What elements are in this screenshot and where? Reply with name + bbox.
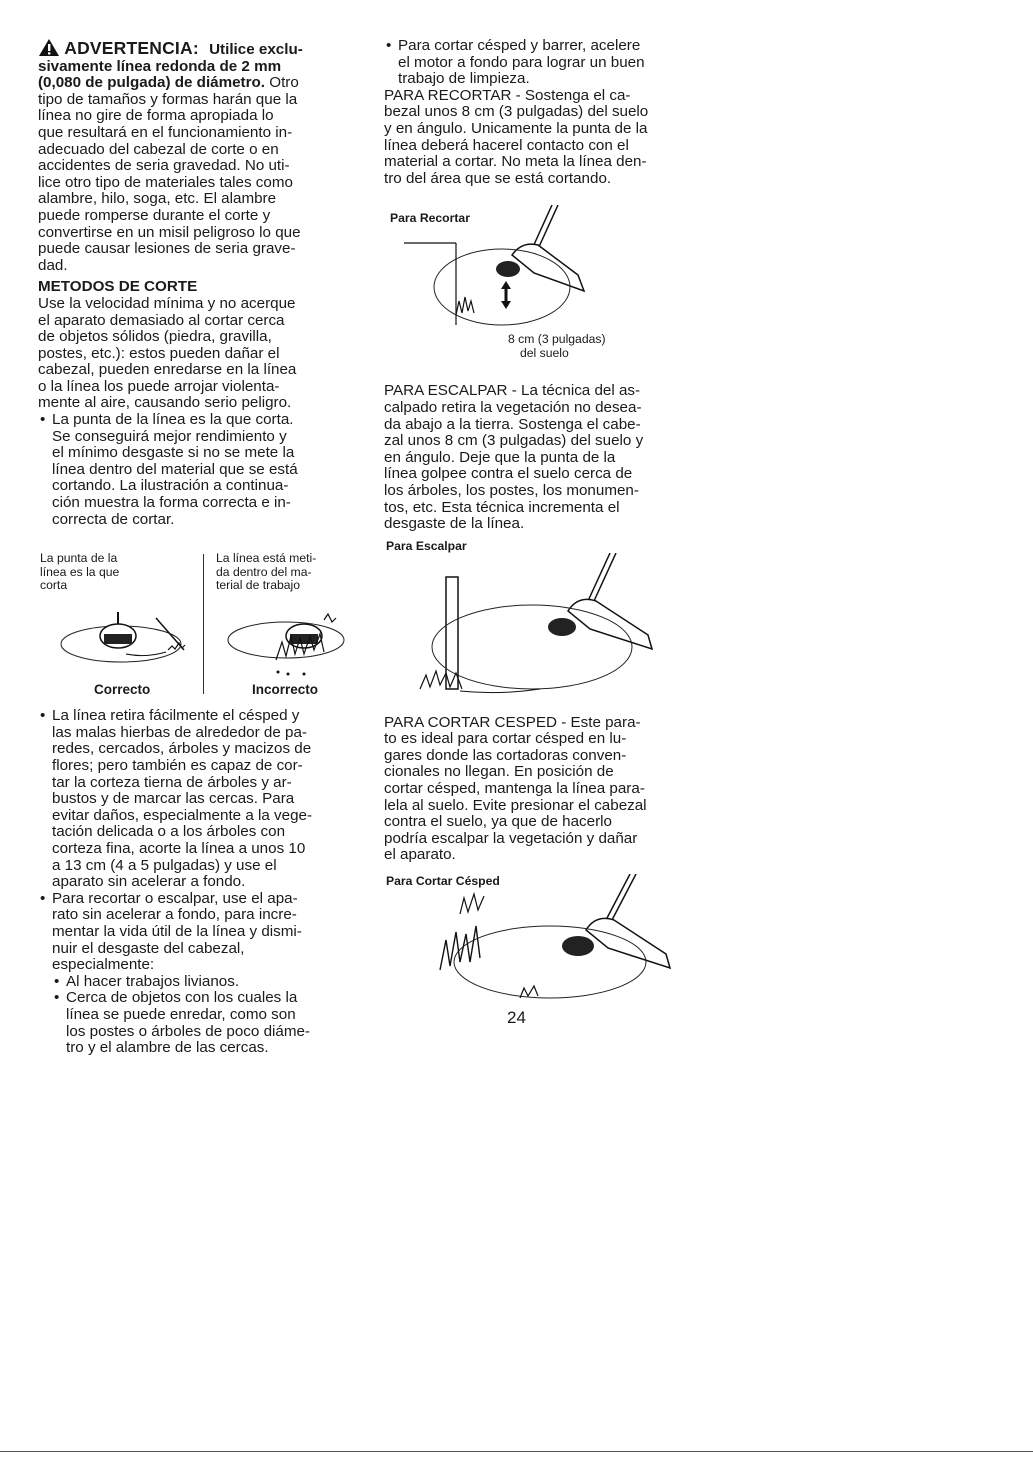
bullet1-line-2: el mínimo desgaste si no se mete la (52, 444, 295, 462)
bullet1-line-6: correcta de cortar. (52, 510, 175, 528)
right-column (384, 38, 684, 1014)
incorrect-label: Incorrecto (252, 682, 319, 698)
warning-line-9: convertirse en un misil peligroso lo que (38, 223, 301, 241)
cesped-fig-title: Para Cortar Césped (386, 874, 500, 889)
warning-line-2: línea no gire de forma apropiada lo (38, 107, 274, 125)
warning-bold-1: sivamente línea redonda de 2 mm (38, 57, 282, 75)
warning-bold-2: (0,080 de pulgada) de diámetro. (38, 74, 266, 92)
bullet1-line-0: La punta de la línea es la que corta. (52, 411, 294, 429)
bullet-trim-scalp: • Para recortar o escalpar, use el apa- rato sin acelerar a fondo, para incre- mentar la vida útil de la línea y dismi- nuir el desgaste del cabezal, especialmente: • Al hacer trabajos livianos. • Cerca de objetos con los cuales la línea se puede enredar, como son los postes o árboles de poco diáme- tro y el alambre de las cercas. (38, 891, 356, 1057)
sub-bullet-light-work: • Al hacer trabajos livianos. (52, 974, 356, 991)
warning-line-1: tipo de tamaños y formas harán que la (38, 90, 298, 108)
warning-line-8: puede romperse durante el corte y (38, 206, 271, 224)
left-column (38, 38, 356, 1057)
correct-caption: La punta de la línea es la que corta (40, 551, 120, 593)
methods-intro-1: el aparato demasiado al cortar cerca (38, 311, 285, 329)
escalpar-fig-title: Para Escalpar (386, 538, 467, 553)
figure-divider (203, 554, 204, 694)
warning-title: ADVERTENCIA: (64, 38, 199, 58)
recortar-fig-title: Para Recortar (390, 211, 470, 226)
bullet1-line-4: cortando. La ilustración a continua- (52, 477, 289, 495)
methods-intro-3: postes, etc.): estos pueden dañar el (38, 344, 280, 362)
warning-line-4: adecuado del cabezal de corte o en (38, 140, 279, 158)
methods-intro-5: o la línea los puede arrojar violenta- (38, 377, 280, 395)
correct-label: Correcto (94, 682, 151, 698)
cesped-paragraph: PARA CORTAR CESPED - Este para- to es ideal para cortar césped en lu- gares donde las cortadoras conven- cionales no llegan. En posición de cortar césped, mantenga la línea para- lela al suelo. Evite presionar el cabezal contra el suelo, ya que de hacerlo podría escalpar la vegetación y dañar el aparato. (384, 713, 647, 864)
bullet1-line-5: ción muestra la forma correcta e in- (52, 494, 291, 512)
methods-intro-4: cabezal, pueden enredarse en la línea (38, 361, 297, 379)
incorrect-illustration (226, 610, 366, 680)
correct-incorrect-figure (38, 552, 356, 702)
methods-bullet-list (38, 412, 356, 528)
recortar-illustration (392, 205, 632, 345)
recortar-figure (384, 205, 684, 383)
methods-intro-6: mente al aire, causando serio peligro. (38, 394, 292, 412)
warning-line-5: accidentes de seria gravedad. No uti- (38, 157, 290, 175)
recortar-paragraph: PARA RECORTAR - Sostenga el ca- bezal unos 8 cm (3 pulgadas) del suelo y en ángulo. Unicamente la punta de la línea deberá hacerel contacto con el material a cortar. No meta la línea den- tro del área que se está cortando. (384, 86, 649, 187)
escalpar-figure (384, 539, 684, 709)
warning-line-10: puede causar lesiones de seria grave- (38, 240, 296, 258)
escalpar-illustration (400, 553, 700, 703)
bullet-tip-cuts (38, 412, 356, 528)
warning-block (38, 38, 356, 274)
cesped-illustration (400, 874, 690, 1014)
bottom-rule (0, 1451, 1033, 1452)
escalpar-paragraph: PARA ESCALPAR - La técnica del as- calpado retira la vegetación no desea- da abajo a la tierra. Sostenga el cabe- zal unos 8 cm (3 pulgadas) del suelo y en ángulo. Deje que la punta de la línea golpee contra el suelo cerca de los árboles, los postes, los monumen- tos, etc. Esta técnica incrementa el desgaste de la línea. (384, 382, 644, 533)
incorrect-caption: La línea está meti- da dentro del ma- terial de trabajo (216, 551, 317, 593)
warning-icon (38, 38, 60, 57)
correct-illustration (56, 610, 196, 670)
methods-title: METODOS DE CORTE (38, 278, 198, 296)
recortar-measure: 8 cm (3 pulgadas) del suelo (508, 332, 606, 360)
warning-line-0: Otro (269, 74, 299, 92)
bullet1-line-3: línea dentro del material que se está (52, 460, 298, 478)
bullet-line-removes-grass: • La línea retira fácilmente el césped y las malas hierbas de alrededor de pa- redes, cercados, árboles y macizos de flores; pero también es capaz de cor- tar la corteza tierna de árboles y ar- bustos y de marcar las cercas. Para evitar daños, especialmente a la vege- tación delicada o a los árboles con corteza fina, acorte la línea a unos 10 a 13 cm (4 a 5 pulgadas) y use el aparato sin acelerar a fondo. (38, 708, 356, 891)
right-bullet-list (384, 38, 684, 88)
methods-intro-2: de objetos sólidos (piedra, gravilla, (38, 328, 272, 346)
warning-line-3: que resultará en el funcionamiento in- (38, 123, 293, 141)
methods-intro (38, 296, 356, 412)
bullet1-line-1: Se conseguirá mejor rendimiento y (52, 427, 287, 445)
page-number: 24 (507, 1008, 526, 1027)
warning-line-7: alambre, hilo, soga, etc. El alambre (38, 190, 277, 208)
warning-bold-0: Utilice exclu- (209, 41, 303, 58)
bullet-full-throttle: • Para cortar césped y barrer, acelere el motor a fondo para lograr un buen trabajo de limpieza. (384, 38, 684, 88)
warning-line-11: dad. (38, 256, 68, 274)
cesped-figure (384, 874, 684, 1014)
lower-bullet-list (38, 708, 356, 1056)
methods-intro-0: Use la velocidad mínima y no acerque (38, 294, 296, 312)
sub-bullet-near-objects: • Cerca de objetos con los cuales la línea se puede enredar, como son los postes o árboles de poco diáme- tro y el alambre de las cercas. (52, 990, 356, 1056)
warning-line-6: lice otro tipo de materiales tales como (38, 173, 293, 191)
